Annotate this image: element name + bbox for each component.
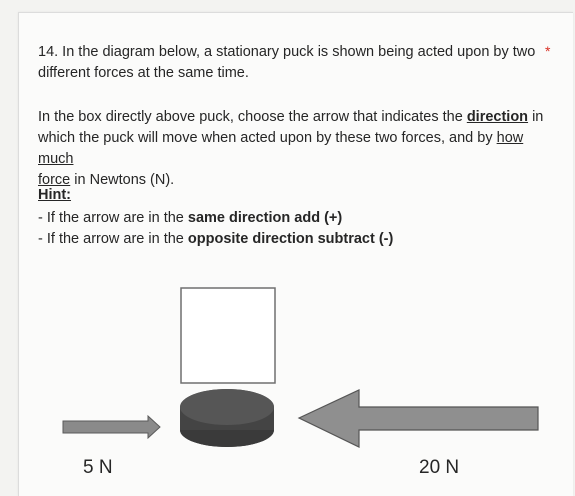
hint-line1-prefix: - If the arrow are in the: [38, 210, 188, 226]
right-force-arrow: [299, 390, 538, 447]
instructions-text-2: in which the puck will move when acted upon by these two forces, and by: [38, 109, 544, 146]
question-title: 14. In the diagram below, a stationary puck is shown being acted upon by two different forces at the same time.: [38, 44, 536, 81]
how-much-emphasis: how much: [38, 130, 524, 167]
left-force-arrow: [63, 416, 160, 438]
required-asterisk: *: [545, 43, 551, 59]
hint-line2-prefix: - If the arrow are in the: [38, 231, 188, 247]
answer-box[interactable]: [181, 288, 275, 383]
force-emphasis: force: [38, 172, 71, 188]
hint-title: Hint:: [38, 187, 72, 203]
instructions-text-3: in Newtons (N).: [70, 172, 175, 188]
instructions-text-1: In the box directly above puck, choose the arrow that indicates the: [38, 109, 467, 125]
puck: [180, 389, 274, 447]
left-force-label: 5 N: [83, 457, 113, 478]
right-force-label: 20 N: [419, 457, 460, 478]
hint-line1-bold: same direction add (+): [187, 210, 343, 226]
hint-line2-bold: opposite direction subtract (-): [187, 231, 394, 247]
direction-emphasis: direction: [466, 109, 529, 125]
